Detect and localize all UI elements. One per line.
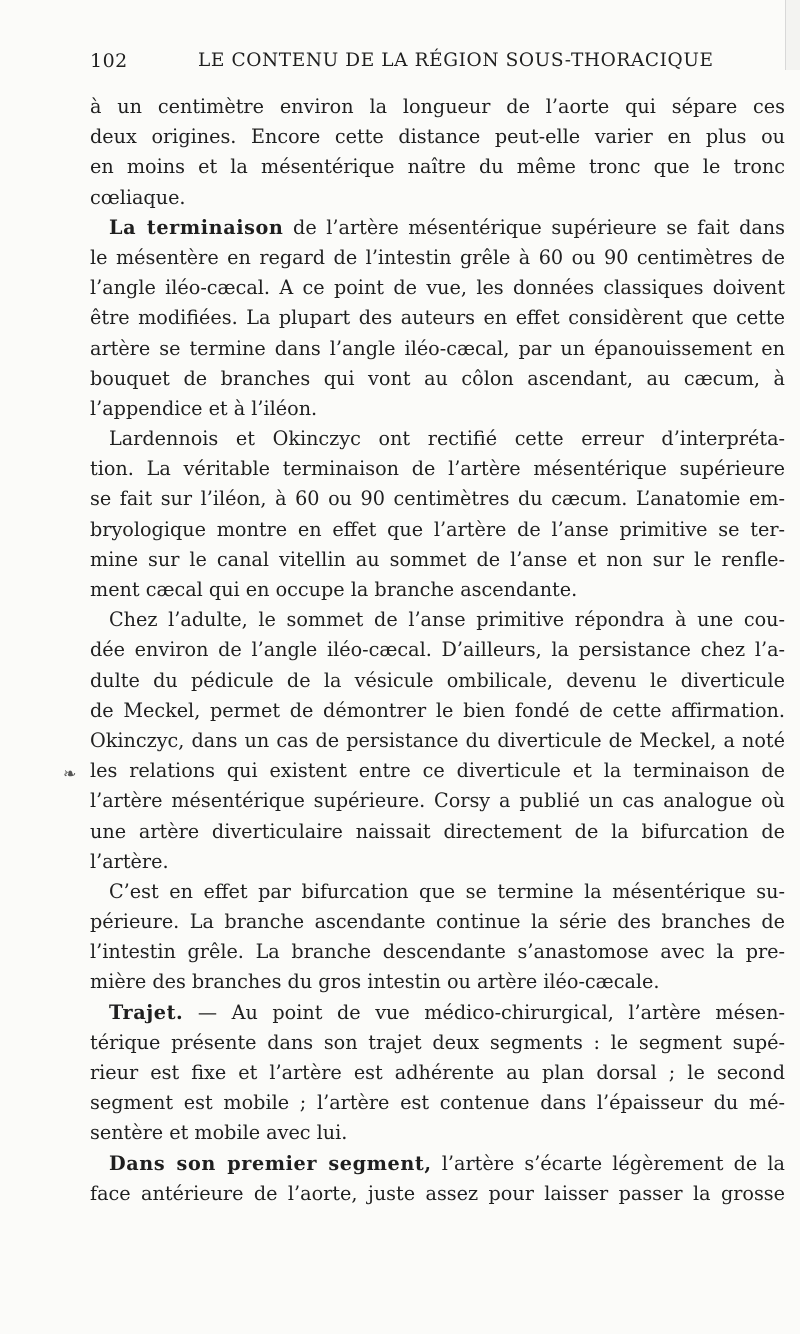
- text-line: le mésentère en regard de l’intestin grêle à 60 ou 90 centimètres de: [90, 245, 785, 269]
- text-line: en moins et la mésentérique naître du même tronc que le tronc: [90, 155, 785, 179]
- text-line: La terminaison de l’artère mésentérique supérieure se fait dans: [109, 215, 785, 239]
- page-edge: [785, 0, 800, 70]
- text-line: sentère et mobile avec lui.: [90, 1121, 348, 1145]
- text-line: Dans son premier segment, l’artère s’écarte légèrement de la: [109, 1151, 785, 1175]
- text-line: C’est en effet par bifurcation que se termine la mésentérique su-: [109, 879, 785, 903]
- text-line: périeure. La branche ascendante continue la série des branches de: [90, 910, 785, 934]
- text-line: Lardennois et Okinczyc ont rectifié cette erreur d’interpréta-: [109, 427, 785, 451]
- text-line: artère se termine dans l’angle iléo-cæcal, par un épanouissement en: [90, 336, 785, 360]
- bold-lead-in: Dans son premier segment,: [109, 1151, 432, 1175]
- page-header: [90, 50, 785, 80]
- body-text: [90, 92, 785, 1209]
- text-line: se fait sur l’iléon, à 60 ou 90 centimètres du cæcum. L’anatomie em-: [90, 487, 785, 511]
- text-line: térique présente dans son trajet deux segments : le segment supé-: [90, 1030, 785, 1054]
- margin-mark: ❧: [63, 764, 77, 783]
- text-line: bouquet de branches qui vont au côlon ascendant, au cæcum, à: [90, 366, 785, 390]
- text-line: face antérieure de l’aorte, juste assez pour laisser passer la grosse: [90, 1181, 785, 1205]
- text-line: Chez l’adulte, le sommet de l’anse primitive répondra à une cou-: [109, 608, 785, 632]
- text-line: l’artère mésentérique supérieure. Corsy a publié un cas analogue où: [90, 789, 785, 813]
- text-line: dulte du pédicule de la vésicule ombilicale, devenu le diverticule: [90, 668, 785, 692]
- text-line: rieur est fixe et l’artère est adhérente au plan dorsal ; le second: [90, 1061, 785, 1084]
- text-line: à un centimètre environ la longueur de l’aorte qui sépare ces: [90, 95, 785, 118]
- text-line: être modifiées. La plupart des auteurs en effet considèrent que cette: [90, 306, 785, 330]
- text-line: l’intestin grêle. La branche descendante s’anastomose avec la pre-: [90, 940, 785, 964]
- text-line: segment est mobile ; l’artère est contenue dans l’épaisseur du mé-: [90, 1091, 785, 1115]
- text-line: une artère diverticulaire naissait directement de la bifurcation de: [90, 819, 785, 843]
- text-line: l’artère.: [90, 849, 169, 873]
- running-title: LE CONTENU DE LA RÉGION SOUS-THORACIQUE: [198, 50, 714, 71]
- bold-lead-in: La terminaison: [109, 215, 284, 239]
- text-line: l’angle iléo-cæcal. A ce point de vue, les données classiques doivent: [90, 276, 785, 300]
- text-line: de Meckel, permet de démontrer le bien fondé de cette affirmation.: [90, 698, 785, 722]
- text-line: mine sur le canal vitellin au sommet de l’anse et non sur le renfle-: [90, 547, 785, 571]
- text-line: Trajet. — Au point de vue médico-chirurgical, l’artère mésen-: [109, 1000, 785, 1024]
- text-line: mière des branches du gros intestin ou artère iléo-cæcale.: [90, 970, 660, 994]
- page-number: 102: [90, 50, 128, 72]
- text-line: Okinczyc, dans un cas de persistance du diverticule de Meckel, a noté: [90, 728, 785, 752]
- text-line: cœliaque.: [90, 185, 186, 209]
- text-line: deux origines. Encore cette distance peut-elle varier en plus ou: [90, 125, 785, 149]
- text-line: bryologique montre en effet que l’artère de l’anse primitive se ter-: [90, 517, 785, 541]
- text-line: ment cæcal qui en occupe la branche ascendante.: [90, 578, 578, 601]
- text-line: l’appendice et à l’iléon.: [90, 396, 318, 420]
- bold-lead-in: Trajet.: [109, 1000, 184, 1024]
- text-line: les relations qui existent entre ce diverticule et la terminaison de: [90, 759, 785, 783]
- text-line: dée environ de l’angle iléo-cæcal. D’ailleurs, la persistance chez l’a-: [90, 638, 785, 662]
- text-line: tion. La véritable terminaison de l’artère mésentérique supérieure: [90, 457, 785, 481]
